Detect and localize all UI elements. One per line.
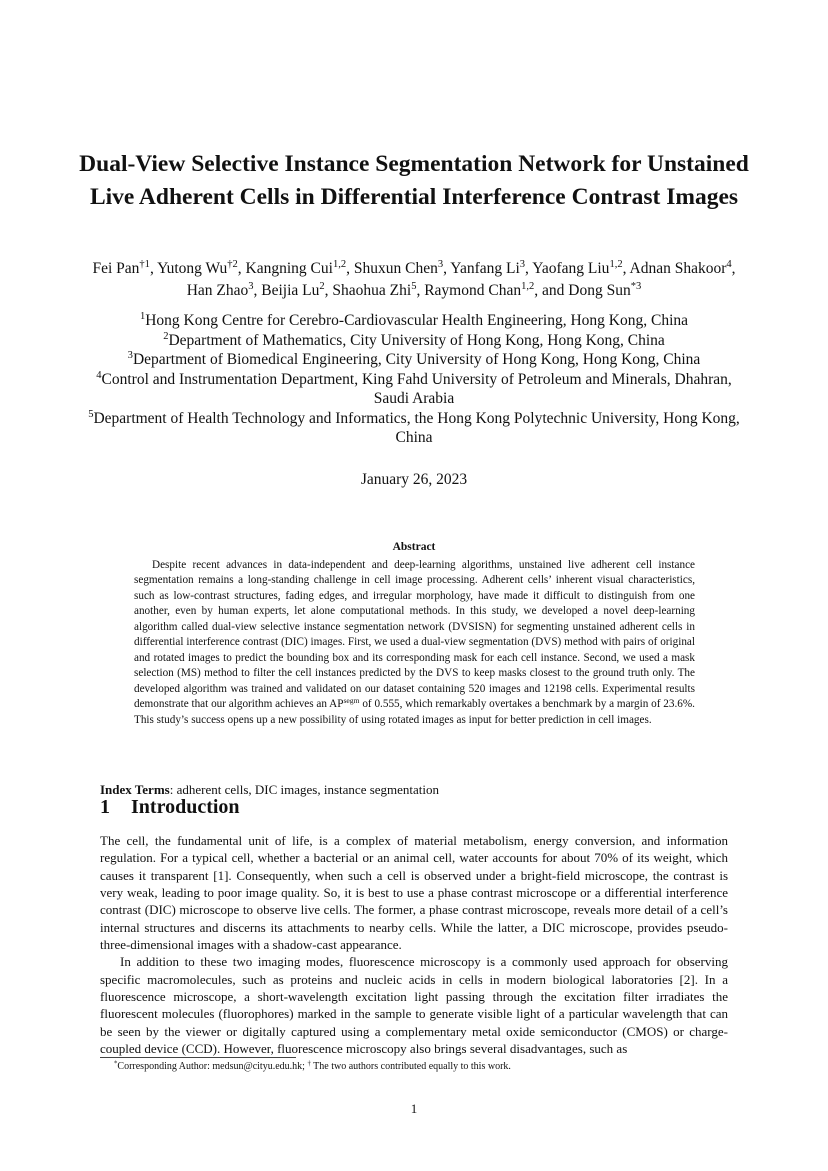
abstract-text-part1: Despite recent advances in data-independent and deep-learning algorithms, unstained live adherent cell instance segmentation remains a long-standing challenge in cell image processing. Adherent cells’ inherent visual characteristics, such as low-contrast structures, fading edges, and irregular morphology, have made it difficult to distinguish from one another, even by human experts, let alone computational methods. In this study, we developed a novel deep-learning algorithm called dual-view selective instance segmentation network (DVSISN) for segmenting unstained adherent cells in differential interference contrast (DIC) images. First, we used a dual-view segmentation (DVS) method with pairs of original and rotated images to predict the bounding box and its corresponding mask for each cell instance. Second, we used a mask selection (MS) method to filter the cell instances predicted by the DVS to keep masks closest to the ground truth only. The developed algorithm was trained and validated on our dataset containing 520 images and 12198 cells. Experimental results demonstrate that our algorithm achieves an AP bbox=[134, 559, 695, 711]
author-separator: , and bbox=[534, 282, 569, 299]
author-separator: , bbox=[237, 260, 246, 277]
author-affiliation-mark: 2 bbox=[319, 281, 325, 293]
publication-date: January 26, 2023 bbox=[360, 471, 468, 488]
author-affiliation-mark: †1 bbox=[139, 259, 150, 271]
author-name: Adnan Shakoor bbox=[629, 260, 727, 277]
footnote bbox=[100, 1060, 728, 1073]
author-affiliation-mark: †2 bbox=[227, 259, 238, 271]
author-affiliation-mark: 3 bbox=[519, 259, 526, 271]
author-affiliation-mark: 1,2 bbox=[521, 281, 535, 293]
author-affiliation-mark: 5 bbox=[411, 281, 417, 293]
affiliation-mark: 5 bbox=[88, 408, 94, 420]
author-separator: , bbox=[622, 260, 630, 277]
author-separator: , bbox=[346, 260, 354, 277]
paragraph-1: The cell, the fundamental unit of life, is a complex of material metabolism, energy conversion, and information regulation. For a typical cell, whether a bacterial or an animal cell, water accounts for about 70% of its weight, which causes it transparent [1]. Consequently, when such a cell is observed under a bright-field microscope, the contrast is very weak, leading to poor image quality. So, it is best to use a phase contrast microscope or a differential interference contrast (DIC) microscope to observe live cells. The former, a phase contrast microscope, reveals more detail of a cell’s internal structures and discerns its attachments to nearby cells. While the latter, a DIC microscope, provides pseudo-three-dimensional images with a shadow-cast appearance. bbox=[100, 833, 728, 953]
footnote-text-equal: The two authors contributed equally to this work. bbox=[310, 1061, 511, 1072]
footnote-rule bbox=[100, 1057, 296, 1058]
author-name: Yutong Wu bbox=[157, 260, 228, 277]
author-affiliation-mark: *3 bbox=[630, 281, 642, 293]
author-affiliation-mark: 3 bbox=[248, 281, 254, 293]
affiliation bbox=[80, 409, 748, 448]
affiliation bbox=[80, 331, 748, 351]
index-terms-label: Index Terms bbox=[100, 782, 170, 797]
author-affiliation-mark: 4 bbox=[726, 259, 732, 271]
footnote-mark-equal: † bbox=[307, 1060, 311, 1068]
author-separator: , bbox=[253, 282, 262, 299]
affiliation bbox=[80, 311, 748, 331]
abstract-text bbox=[134, 558, 695, 728]
author-separator: , bbox=[443, 260, 451, 277]
author-separator: , bbox=[731, 260, 736, 277]
author-affiliation-mark: 1,2 bbox=[609, 259, 623, 271]
page-number: 1 bbox=[410, 1101, 418, 1116]
author-list bbox=[90, 258, 738, 302]
abstract-text-part2: of 0.555, which remarkably overtakes a benchmark by a margin of 23.6%. This study’s success opens up a new possibility of using rotated images as input for better prediction in cell images. bbox=[134, 698, 695, 726]
author-separator: , bbox=[525, 260, 533, 277]
section-body bbox=[100, 832, 728, 1057]
ap-superscript: segm bbox=[343, 695, 360, 705]
affiliation-mark: 1 bbox=[139, 311, 146, 323]
affiliation-mark: 2 bbox=[163, 330, 169, 342]
affiliation bbox=[80, 370, 748, 409]
affiliation-text: Department of Mathematics, City University of Hong Kong, Hong Kong, China bbox=[168, 331, 665, 349]
section-number: 1 bbox=[100, 796, 110, 818]
author-name: Beijia Lu bbox=[261, 282, 320, 299]
author-name: Shuxun Chen bbox=[353, 260, 438, 277]
section-heading bbox=[100, 794, 240, 820]
index-terms-text: : adherent cells, DIC images, instance segmentation bbox=[169, 782, 440, 797]
author-name: Raymond Chan bbox=[424, 282, 522, 299]
author-affiliation-mark: 3 bbox=[437, 259, 444, 271]
paper-title: Dual-View Selective Instance Segmentation Network for Unstained Live Adherent Cells in Differential Interference Contrast Images bbox=[79, 151, 749, 210]
author-separator: , bbox=[416, 282, 425, 299]
affiliation bbox=[80, 350, 748, 370]
section-title: Introduction bbox=[131, 796, 240, 818]
author-name: Fei Pan bbox=[92, 260, 140, 277]
affiliation-text: Department of Health Technology and Informatics, the Hong Kong Polytechnic University, Hong Kong, China bbox=[93, 409, 740, 446]
paragraph-2: In addition to these two imaging modes, fluorescence microscopy is a commonly used approach for observing specific macromolecules, such as proteins and nucleic acids in cells in modern biological laboratories [2]. In a fluorescence microscope, a short-wavelength excitation light passing through the excitation filter irradiates the fluorescent molecules (fluorophores) marked in the sample to generate visible light of a particular wavelength that can be seen by the viewer or digitally captured using a complementary metal oxide semiconductor (CMOS) or charge-coupled device (CCD). However, fluorescence microscopy also brings several disadvantages, such as bbox=[100, 954, 728, 1057]
author-affiliation-mark: 1,2 bbox=[332, 259, 347, 271]
abstract-heading: Abstract bbox=[392, 541, 436, 553]
affiliation-list bbox=[80, 311, 748, 448]
footnote-mark-corresponding: * bbox=[114, 1060, 118, 1068]
affiliation-text: Control and Instrumentation Department, King Fahd University of Petroleum and Minerals, Dhahran, Saudi Arabia bbox=[101, 370, 732, 407]
author-separator: , bbox=[324, 282, 333, 299]
author-name: Dong Sun bbox=[568, 282, 631, 299]
author-name: Yanfang Li bbox=[450, 260, 520, 277]
author-name: Shaohua Zhi bbox=[332, 282, 412, 299]
author-name: Kangning Cui bbox=[245, 260, 333, 277]
affiliation-text: Department of Biomedical Engineering, City University of Hong Kong, Hong Kong, China bbox=[132, 351, 701, 368]
author-name: Yaofang Liu bbox=[532, 260, 610, 277]
affiliation-mark: 4 bbox=[96, 369, 102, 381]
author-name: Han Zhao bbox=[186, 282, 249, 299]
footnote-text-corresponding: Corresponding Author: medsun@cityu.edu.hk; bbox=[117, 1061, 308, 1072]
affiliation-text: Hong Kong Centre for Cerebro-Cardiovascular Health Engineering, Hong Kong, China bbox=[145, 312, 689, 329]
author-separator: , bbox=[149, 260, 158, 277]
affiliation-mark: 3 bbox=[127, 350, 133, 362]
